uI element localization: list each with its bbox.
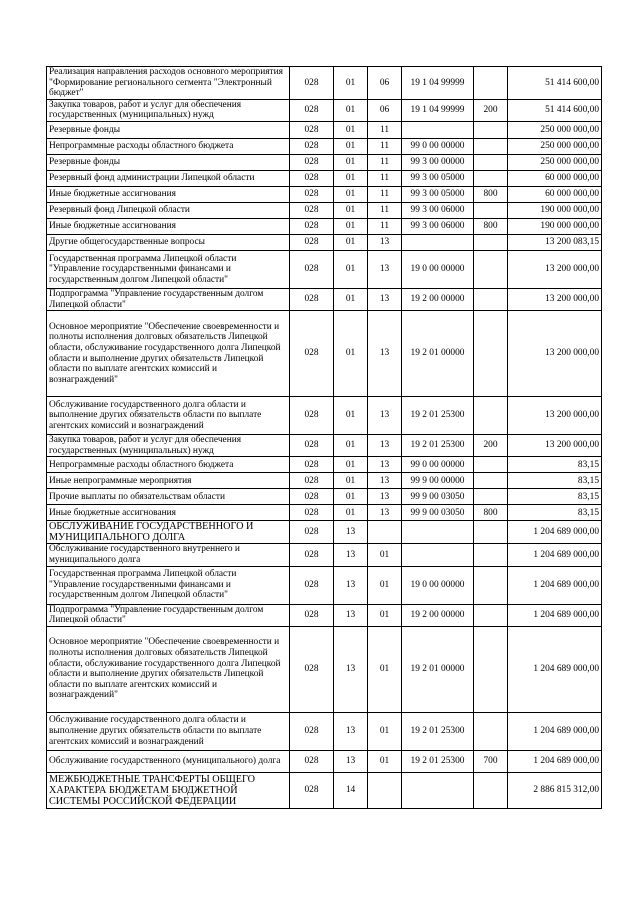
table-row [47,489,602,505]
row-csr: 99 3 00 06000 [402,218,474,234]
table-row [47,604,602,626]
row-ved: 028 [290,489,334,505]
row-vr [474,489,508,505]
row-vr [474,234,508,250]
row-rz: 01 [334,67,368,100]
row-name: Обслуживание государственного долга области и выполнение других обязательств области по выплате агентских комиссий и вознаграждений [47,712,290,750]
row-pr: 11 [368,186,402,202]
table-row [47,772,602,808]
row-pr: 11 [368,121,402,138]
table-row [47,566,602,604]
row-vr [474,138,508,154]
row-pr: 13 [368,473,402,489]
table-row [47,186,602,202]
row-ved: 028 [290,397,334,435]
row-sum: 51 414 600,00 [508,67,602,100]
row-csr [402,544,474,566]
row-rz: 13 [334,604,368,626]
row-name: Непрограммные расходы областного бюджета [47,457,290,473]
row-name: Подпрограмма "Управление государственным долгом Липецкой области" [47,604,290,626]
table-row [47,121,602,138]
row-sum: 1 204 689 000,00 [508,521,602,544]
table-row [47,311,602,397]
row-rz: 13 [334,750,368,772]
table-row [47,626,602,712]
row-csr: 19 2 01 00000 [402,626,474,712]
row-ved: 028 [290,626,334,712]
row-vr: 800 [474,505,508,521]
row-ved: 028 [290,218,334,234]
row-ved: 028 [290,138,334,154]
row-name: Иные непрограммные мероприятия [47,473,290,489]
row-name: Обслуживание государственного (муниципального) долга [47,750,290,772]
table-row [47,218,602,234]
row-name: Иные бюджетные ассигнования [47,186,290,202]
row-ved: 028 [290,750,334,772]
row-ved: 028 [290,154,334,170]
row-name: Другие общегосударственные вопросы [47,234,290,250]
row-pr: 01 [368,712,402,750]
table-row [47,397,602,435]
table-row [47,435,602,457]
row-ved: 028 [290,234,334,250]
row-rz: 01 [334,457,368,473]
row-sum: 1 204 689 000,00 [508,544,602,566]
row-csr: 99 3 00 06000 [402,202,474,218]
row-csr: 19 2 00 00000 [402,604,474,626]
row-pr: 13 [368,288,402,310]
row-vr: 200 [474,435,508,457]
row-rz: 01 [334,170,368,186]
row-ved: 028 [290,288,334,310]
row-ved: 028 [290,435,334,457]
row-vr [474,154,508,170]
row-csr: 99 0 00 00000 [402,457,474,473]
row-rz: 01 [334,311,368,397]
row-pr: 13 [368,505,402,521]
row-sum: 190 000 000,00 [508,202,602,218]
row-csr: 99 0 00 00000 [402,138,474,154]
row-name: ОБСЛУЖИВАНИЕ ГОСУДАРСТВЕННОГО И МУНИЦИПАЛЬНОГО ДОЛГА [47,521,290,544]
row-vr [474,521,508,544]
row-rz: 01 [334,397,368,435]
row-rz: 13 [334,521,368,544]
row-pr: 06 [368,67,402,100]
row-sum: 250 000 000,00 [508,138,602,154]
row-ved: 028 [290,712,334,750]
row-vr: 200 [474,99,508,121]
row-ved: 028 [290,772,334,808]
row-name: Закупка товаров, работ и услуг для обеспечения государственных (муниципальных) нужд [47,435,290,457]
row-vr [474,121,508,138]
row-csr: 99 3 00 05000 [402,170,474,186]
row-csr: 19 2 01 25300 [402,750,474,772]
row-ved: 028 [290,473,334,489]
table-row [47,67,602,100]
row-vr [474,250,508,288]
row-name: Основное мероприятие "Обеспечение своевременности и полноты исполнения долговых обязательств Липецкой области, обслуживание государственного долга Липецкой области и выполнение других обязательств Липецкой области по выплате агентских комиссий и вознаграждений" [47,311,290,397]
row-sum: 60 000 000,00 [508,186,602,202]
row-pr: 13 [368,234,402,250]
row-sum: 190 000 000,00 [508,218,602,234]
row-pr: 11 [368,138,402,154]
row-name: Прочие выплаты по обязательствам области [47,489,290,505]
row-rz: 01 [334,99,368,121]
row-pr: 01 [368,566,402,604]
row-name: Закупка товаров, работ и услуг для обеспечения государственных (муниципальных) нужд [47,99,290,121]
row-vr [474,311,508,397]
row-vr [474,67,508,100]
row-rz: 13 [334,626,368,712]
row-csr: 19 1 04 99999 [402,67,474,100]
row-vr [474,457,508,473]
row-name: Реализация направления расходов основного мероприятия "Формирование регионального сегмента "Электронный бюджет" [47,67,290,100]
table-row [47,750,602,772]
row-rz: 01 [334,473,368,489]
row-sum: 250 000 000,00 [508,154,602,170]
row-rz: 01 [334,154,368,170]
row-vr [474,626,508,712]
row-pr [368,772,402,808]
row-pr: 13 [368,435,402,457]
row-name: Государственная программа Липецкой области "Управление государственными финансами и государственным долгом Липецкой области" [47,250,290,288]
row-ved: 028 [290,505,334,521]
row-rz: 01 [334,489,368,505]
row-rz: 13 [334,566,368,604]
row-name: Государственная программа Липецкой области "Управление государственными финансами и государственным долгом Липецкой области" [47,566,290,604]
row-rz: 01 [334,121,368,138]
row-sum: 2 886 815 312,00 [508,772,602,808]
row-sum: 13 200 000,00 [508,435,602,457]
row-ved: 028 [290,170,334,186]
row-ved: 028 [290,457,334,473]
table-row [47,544,602,566]
row-vr [474,170,508,186]
table-row [47,473,602,489]
row-sum: 83,15 [508,457,602,473]
row-sum: 83,15 [508,489,602,505]
row-pr: 01 [368,544,402,566]
row-ved: 028 [290,566,334,604]
row-csr: 19 2 01 25300 [402,712,474,750]
row-pr: 11 [368,218,402,234]
row-pr: 13 [368,397,402,435]
row-vr: 800 [474,218,508,234]
row-ved: 028 [290,544,334,566]
row-sum: 1 204 689 000,00 [508,712,602,750]
table-row [47,288,602,310]
row-name: Обслуживание государственного внутреннего и муниципального долга [47,544,290,566]
row-sum: 13 200 000,00 [508,397,602,435]
row-csr: 99 9 00 00000 [402,473,474,489]
table-row [47,521,602,544]
table-row [47,457,602,473]
row-ved: 028 [290,121,334,138]
table-row [47,250,602,288]
row-name: Иные бюджетные ассигнования [47,505,290,521]
row-vr [474,473,508,489]
row-sum: 1 204 689 000,00 [508,566,602,604]
row-sum: 51 414 600,00 [508,99,602,121]
row-csr: 99 3 00 05000 [402,186,474,202]
table-row [47,234,602,250]
row-rz: 01 [334,435,368,457]
row-rz: 01 [334,218,368,234]
row-sum: 250 000 000,00 [508,121,602,138]
row-csr [402,521,474,544]
row-ved: 028 [290,67,334,100]
row-csr [402,772,474,808]
row-sum: 13 200 000,00 [508,288,602,310]
row-csr: 19 0 00 00000 [402,566,474,604]
row-name: Резервный фонд Липецкой области [47,202,290,218]
row-pr: 13 [368,250,402,288]
row-sum: 1 204 689 000,00 [508,750,602,772]
row-pr: 06 [368,99,402,121]
row-sum: 83,15 [508,505,602,521]
row-csr: 19 2 01 00000 [402,311,474,397]
row-pr: 01 [368,604,402,626]
table-row [47,170,602,186]
row-vr [474,288,508,310]
table-row [47,505,602,521]
row-pr [368,521,402,544]
row-vr: 700 [474,750,508,772]
row-csr: 19 1 04 99999 [402,99,474,121]
row-csr: 19 2 01 25300 [402,435,474,457]
table-row [47,154,602,170]
row-sum: 1 204 689 000,00 [508,604,602,626]
table-body [47,67,602,809]
row-name: МЕЖБЮДЖЕТНЫЕ ТРАНСФЕРТЫ ОБЩЕГО ХАРАКТЕРА БЮДЖЕТАМ БЮДЖЕТНОЙ СИСТЕМЫ РОССИЙСКОЙ ФЕДЕРАЦИИ [47,772,290,808]
row-rz: 01 [334,138,368,154]
row-pr: 13 [368,457,402,473]
row-name: Иные бюджетные ассигнования [47,218,290,234]
row-pr: 01 [368,626,402,712]
row-rz: 13 [334,712,368,750]
row-rz: 13 [334,544,368,566]
row-csr [402,121,474,138]
row-csr: 19 0 00 00000 [402,250,474,288]
row-ved: 028 [290,186,334,202]
row-pr: 13 [368,311,402,397]
row-csr: 19 2 01 25300 [402,397,474,435]
row-name: Резервные фонды [47,154,290,170]
row-pr: 11 [368,154,402,170]
row-name: Подпрограмма "Управление государственным долгом Липецкой области" [47,288,290,310]
table-row [47,712,602,750]
row-rz: 01 [334,234,368,250]
row-ved: 028 [290,521,334,544]
row-name: Непрограммные расходы областного бюджета [47,138,290,154]
row-csr [402,234,474,250]
table-row [47,202,602,218]
row-rz: 14 [334,772,368,808]
row-vr [474,397,508,435]
row-csr: 99 3 00 00000 [402,154,474,170]
row-csr: 99 9 00 03050 [402,505,474,521]
row-vr: 800 [474,186,508,202]
row-vr [474,712,508,750]
row-rz: 01 [334,202,368,218]
row-sum: 13 200 083,15 [508,234,602,250]
row-vr [474,566,508,604]
row-rz: 01 [334,250,368,288]
row-name: Основное мероприятие "Обеспечение своевременности и полноты исполнения долговых обязательств Липецкой области, обслуживание государственного долга Липецкой области и выполнение других обязательств Липецкой области по выплате агентских комиссий и вознаграждений" [47,626,290,712]
row-ved: 028 [290,250,334,288]
row-csr: 99 9 00 03050 [402,489,474,505]
row-vr [474,202,508,218]
row-sum: 60 000 000,00 [508,170,602,186]
row-pr: 11 [368,202,402,218]
row-pr: 01 [368,750,402,772]
row-name: Резервные фонды [47,121,290,138]
row-vr [474,772,508,808]
row-ved: 028 [290,99,334,121]
table-row [47,138,602,154]
row-pr: 11 [368,170,402,186]
row-pr: 13 [368,489,402,505]
row-sum: 13 200 000,00 [508,311,602,397]
row-sum: 13 200 000,00 [508,250,602,288]
row-vr [474,604,508,626]
budget-table [46,66,602,809]
row-ved: 028 [290,311,334,397]
row-ved: 028 [290,604,334,626]
row-rz: 01 [334,186,368,202]
row-name: Обслуживание государственного долга области и выполнение других обязательств области по выплате агентских комиссий и вознаграждений [47,397,290,435]
row-csr: 19 2 00 00000 [402,288,474,310]
row-ved: 028 [290,202,334,218]
row-rz: 01 [334,288,368,310]
row-name: Резервный фонд администрации Липецкой области [47,170,290,186]
row-sum: 83,15 [508,473,602,489]
table-row [47,99,602,121]
row-sum: 1 204 689 000,00 [508,626,602,712]
row-vr [474,544,508,566]
row-rz: 01 [334,505,368,521]
